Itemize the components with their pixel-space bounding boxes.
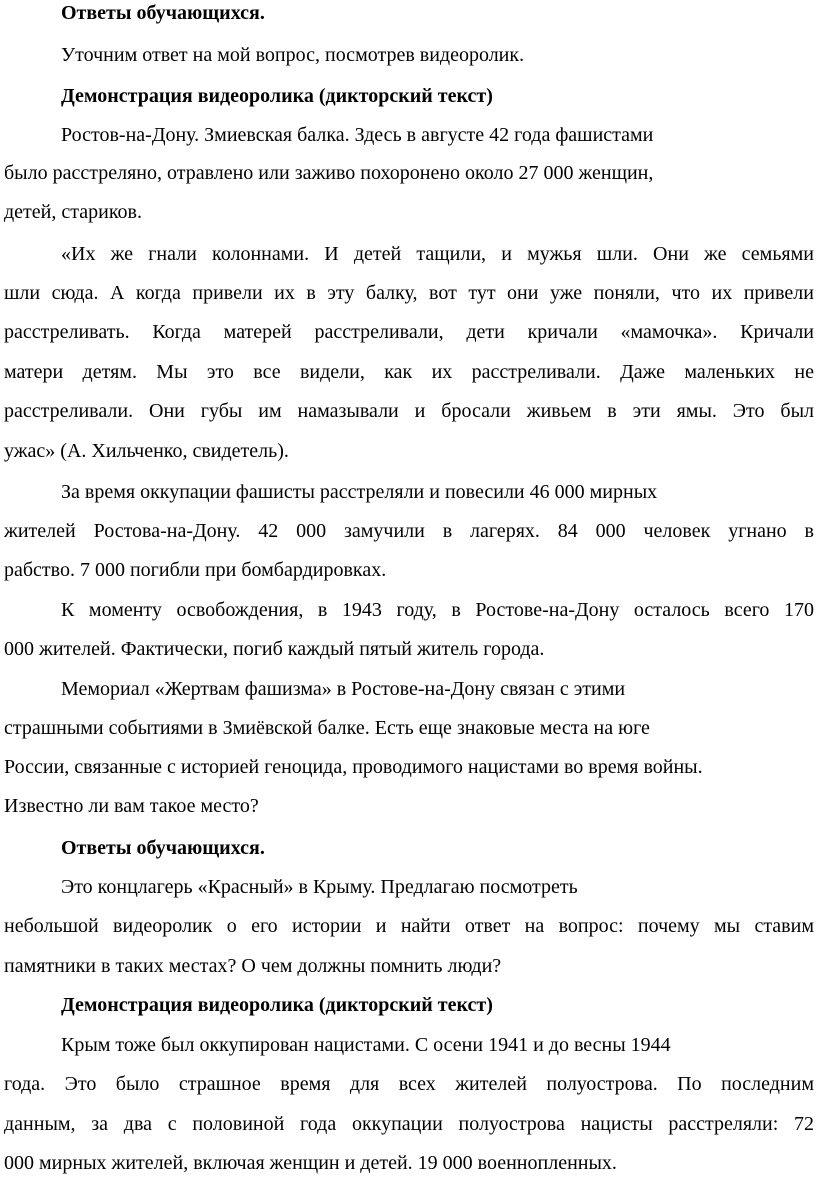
paragraph-line: Ростов-на-Дону. Змиевская балка. Здесь в августе 42 года фашистами: [61, 124, 654, 146]
paragraph-line: За время оккупации фашисты расстреляли и повесили 46 000 мирных: [61, 481, 658, 503]
paragraph-line: было расстреляно, отравлено или заживо похоронено около 27 000 женщин,: [4, 162, 654, 184]
video-demo-heading-1: Демонстрация видеоролика (дикторский текст): [61, 85, 493, 107]
paragraph-line: года. Это было страшное время для всех жителей полуострова. По последним: [4, 1073, 814, 1095]
paragraph-line: Мемориал «Жертвам фашизма» в Ростове-на-Дону связан с этими: [61, 678, 626, 700]
paragraph-line: Это концлагерь «Красный» в Крыму. Предлагаю посмотреть: [61, 876, 578, 898]
paragraph-line: «Их же гнали колоннами. И детей тащили, и мужья шли. Они же семьями: [61, 243, 814, 265]
paragraph-line: матери детям. Мы это все видели, как их расстреливали. Даже маленьких не: [4, 361, 814, 383]
students-answers-heading-2: Ответы обучающихся.: [61, 837, 265, 859]
paragraph-line: расстреливать. Когда матерей расстреливали, дети кричали «мамочка». Кричали: [4, 321, 814, 343]
paragraph-line: жителей Ростова-на-Дону. 42 000 замучили в лагерях. 84 000 человек угнано в: [4, 520, 814, 542]
paragraph-line: Уточним ответ на мой вопрос, посмотрев видеоролик.: [61, 44, 525, 66]
paragraph-line: Крым тоже был оккупирован нацистами. С осени 1941 и до весны 1944: [61, 1034, 671, 1056]
paragraph-line: К моменту освобождения, в 1943 году, в Ростове-на-Дону осталось всего 170: [61, 599, 814, 621]
paragraph-line: 000 мирных жителей, включая женщин и детей. 19 000 военнопленных.: [4, 1152, 617, 1174]
paragraph-line: шли сюда. А когда привели их в эту балку, вот тут они уже поняли, что их привели: [4, 282, 814, 304]
paragraph-line: небольшой видеоролик о его истории и найти ответ на вопрос: почему мы ставим: [4, 915, 814, 937]
paragraph-line: расстреливали. Они губы им намазывали и бросали живьем в эти ямы. Это был: [4, 400, 814, 422]
paragraph-line: 000 жителей. Фактически, погиб каждый пятый житель города.: [4, 638, 545, 660]
paragraph-line: Известно ли вам такое место?: [4, 795, 259, 817]
paragraph-line: страшными событиями в Змиёвской балке. Есть еще знаковые места на юге: [4, 717, 650, 739]
video-demo-heading-2: Демонстрация видеоролика (дикторский текст): [61, 994, 493, 1016]
paragraph-line: детей, стариков.: [4, 201, 142, 223]
paragraph-line: ужас» (А. Хильченко, свидетель).: [4, 440, 289, 462]
students-answers-heading-1: Ответы обучающихся.: [61, 2, 265, 24]
paragraph-line: данным, за два с половиной года оккупации полуострова нацисты расстреляли: 72: [4, 1113, 814, 1135]
paragraph-line: России, связанные с историей геноцида, проводимого нацистами во время войны.: [4, 756, 703, 778]
paragraph-line: рабство. 7 000 погибли при бомбардировках.: [4, 559, 387, 581]
paragraph-line: памятники в таких местах? О чем должны помнить люди?: [4, 955, 502, 977]
